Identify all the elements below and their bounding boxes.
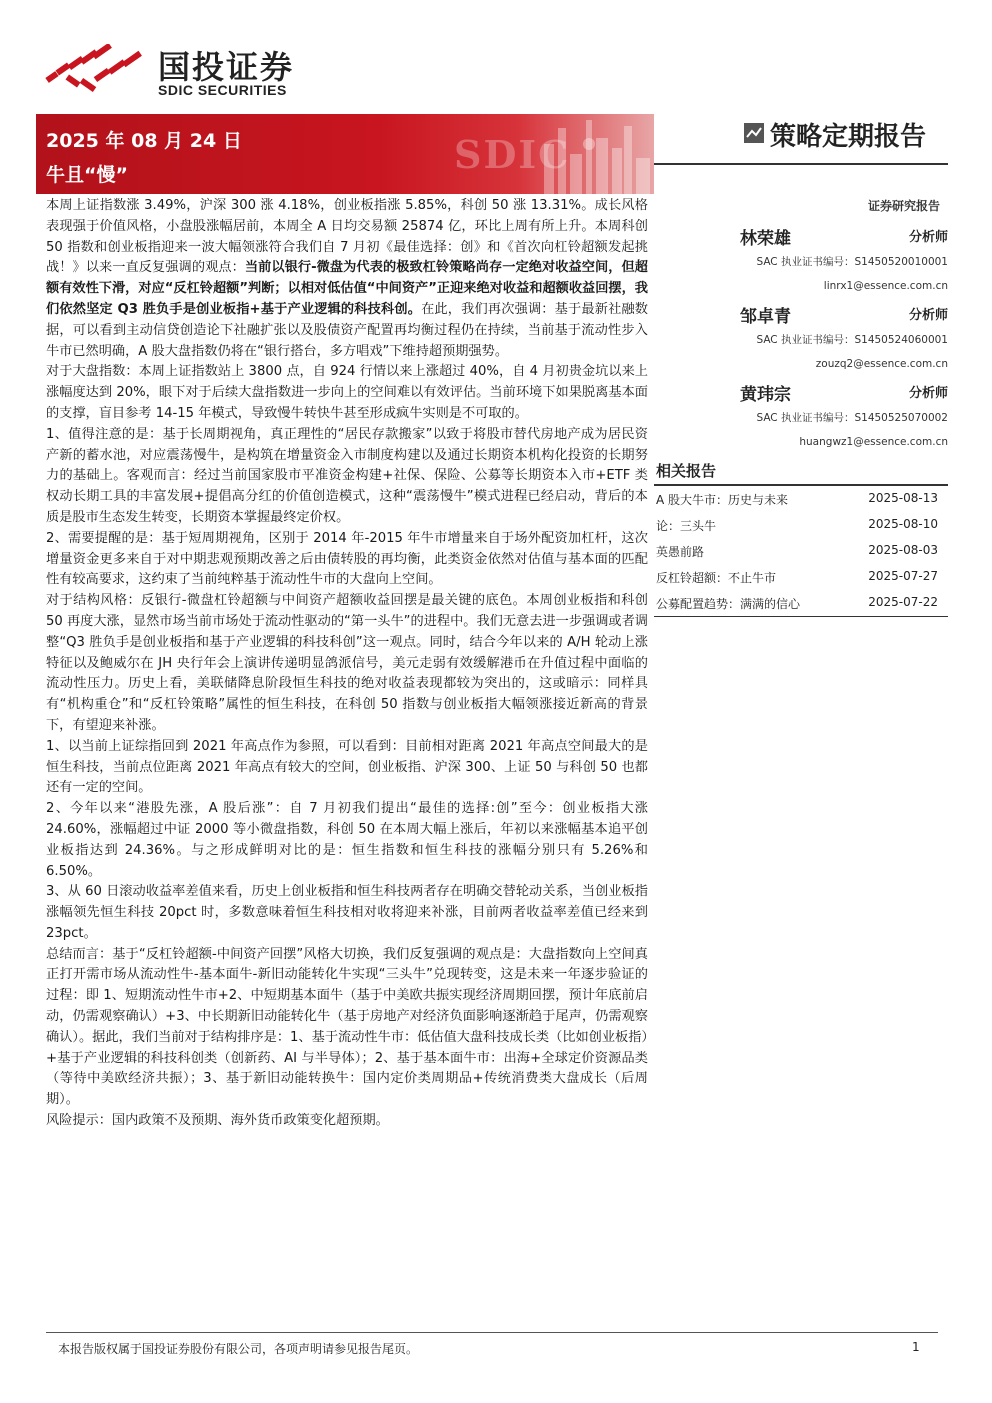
body-paragraph: 2、今年以来“港股先涨，A 股后涨”：自 7 月初我们提出“最佳的选择:创”至今：创业板指大涨 24.60%，涨幅超过中证 2000 等小微盘指数，科创 50 在本周大幅上涨后，年初以来涨幅基本追平创业板指达到 24.36%。与之形成鲜明对比的是：恒生指数和恒生科技的涨幅分别只有 5.26%和 6.50%。 bbox=[46, 801, 648, 879]
analyst-name: 林荣雄 bbox=[740, 229, 791, 249]
analyst-sac: SAC 执业证书编号：S1450524060001 bbox=[756, 334, 948, 346]
analyst-email[interactable]: linrx1@essence.com.cn bbox=[823, 280, 948, 292]
footer-disclaimer: 本报告版权属于国投证券股份有限公司，各项声明请参见报告尾页。 bbox=[58, 1342, 419, 1356]
body-text: 本周上证指数涨 3.49%，沪深 300 涨 4.18%，创业板指涨 5.85%，科创 50 涨 13.31%。成长风格表现强于价值风格，小盘股涨幅居前，本周全 A 日均交易额 25874 亿，环比上周有所上升。本周科创 50 指数和创业板指迎来一波大幅领涨符合我们自 7 月初《最佳选择：创》和《首次向杠铃超额发起挑战！》以来一直反复强调的观点： bbox=[46, 198, 648, 276]
body-paragraph: 对于大盘指数：本周上证指数站上 3800 点，自 924 行情以来上涨超过 40%，自 4 月初贵金坑以来上涨幅度达到 20%，眼下对于后续大盘指数进一步向上的空间难以有效评估。当前环境下如果脱离基本面的支撑，盲目参考 14-15 年模式，导致慢牛转快牛甚至形成疯牛实则是不可取的。 bbox=[46, 364, 648, 421]
analyst-role: 分析师 bbox=[908, 386, 948, 401]
related-reports-heading bbox=[654, 460, 948, 486]
analyst-sac: SAC 执业证书编号：S1450520010001 bbox=[756, 256, 948, 268]
divider bbox=[654, 163, 948, 165]
body-text: 在此，我们再次强调：基于最新社融数据，可以看到主动信贷创造论下社融扩张以及股债资产配置再均衡过程仍在持续，当前基于流动性步入牛市已然明确，A 股大盘指数仍将在“银行搭台，多方唱戏”下维持超预期强势。 bbox=[46, 301, 648, 359]
related-report-title: 公募配置趋势：满满的信心 bbox=[656, 597, 801, 611]
report-type-label: 策略定期报告 bbox=[770, 122, 927, 152]
analyst-name: 邹卓青 bbox=[740, 307, 791, 327]
analyst-name: 黄玮宗 bbox=[740, 385, 791, 405]
report-date: 2025 年 08 月 24 日 bbox=[46, 130, 242, 152]
page-number: 1 bbox=[912, 1340, 920, 1354]
analyst-role: 分析师 bbox=[908, 230, 948, 245]
chart-icon bbox=[744, 123, 764, 143]
related-report-item[interactable] bbox=[654, 512, 948, 538]
related-report-title: 反杠铃超额：不止牛市 bbox=[656, 571, 777, 585]
related-report-date: 2025-08-03 bbox=[868, 543, 938, 557]
related-report-title: A 股大牛市：历史与未来 bbox=[656, 493, 789, 507]
related-report-item[interactable] bbox=[654, 564, 948, 590]
logo-chinese-name: 国投证券 bbox=[158, 48, 295, 86]
report-title: 牛且“慢” bbox=[46, 164, 128, 186]
analyst-email[interactable]: huangwz1@essence.com.cn bbox=[799, 436, 948, 448]
related-report-item[interactable] bbox=[654, 486, 948, 512]
banner-watermark: SDIC bbox=[454, 132, 571, 177]
body-paragraph: 1、值得注意的是：基于长周期视角，真正理性的“居民存款搬家”以致于将股市替代房地产成为居民资产新的蓄水池，对应震荡慢牛，是构筑在增量资金入市制度构建以及通过长期资本机构化投资的长期努力的基础上。客观而言：经过当前国家股市平准资金构建+社保、保险、公募等长期资本入市+ETF 类权动长期工具的丰富发展+提倡高分红的价值创造模式，这种“震荡慢牛”模式进程已经启动，背后的本质是股市生态发生转变，长期资本掌握最终定价权。 bbox=[46, 426, 648, 525]
report-subtype: 证券研究报告 bbox=[867, 199, 940, 213]
related-report-item[interactable] bbox=[654, 538, 948, 564]
divider bbox=[654, 616, 948, 617]
body-paragraph: 总结而言：基于“反杠铃超额-中间资产回摆”风格大切换，我们反复强调的观点是：大盘指数向上空间真正打开需市场从流动性牛-基本面牛-新旧动能转化牛实现“三头牛”兑现转变，这是未来一年逐步验证的过程：即 1、短期流动性牛市+2、中短期基本面牛（基于中美欧共振实现经济周期回摆，预计年底前启动，仍需观察确认）+3、中长期新旧动能转化牛（基于房地产对经济负面影响逐渐趋于尾声，仍需观察确认）。据此，我们当前对于结构排序是：1、基于流动性牛市：低估值大盘科技成长类（比如创业板指）+基于产业逻辑的科技科创类（创新药、AI 与半导体）；2、基于基本面牛市：出海+全球定价资源品类（等待中美欧经济共振）；3、基于新旧动能转换牛：国内定价类周期品+传统消费类大盘成长（后周期）。 bbox=[46, 946, 648, 1108]
related-report-title: 论：三头牛 bbox=[656, 519, 717, 533]
risk-warning: 风险提示：国内政策不及预期、海外货币政策变化超预期。 bbox=[46, 1113, 389, 1129]
related-report-date: 2025-07-27 bbox=[868, 569, 938, 583]
analyst-role: 分析师 bbox=[908, 308, 948, 323]
related-report-date: 2025-08-10 bbox=[868, 517, 938, 531]
footer-divider bbox=[46, 1332, 938, 1333]
related-report-item[interactable] bbox=[654, 590, 948, 616]
logo-english-name: SDIC SECURITIES bbox=[158, 82, 287, 98]
analyst-sac: SAC 执业证书编号：S1450525070002 bbox=[756, 412, 948, 424]
body-paragraph: 3、从 60 日滚动收益率差值来看，历史上创业板指和恒生科技两者存在明确交替轮动关系，当创业板指涨幅领先恒生科技 20pct 时，多数意味着恒生科技相对收将迎来补涨，目前两者收益率差值已经来到 23pct。 bbox=[46, 884, 648, 941]
related-reports-list bbox=[654, 486, 948, 616]
report-body bbox=[46, 196, 648, 1132]
related-report-title: 英愚前路 bbox=[656, 545, 705, 559]
related-report-date: 2025-07-22 bbox=[868, 595, 938, 609]
sdic-logo-icon bbox=[44, 44, 152, 96]
related-reports-title: 相关报告 bbox=[656, 462, 717, 480]
analyst-email[interactable]: zouzq2@essence.com.cn bbox=[815, 358, 948, 370]
body-paragraph: 2、需要提醒的是：基于短周期视角，区别于 2014 年-2015 年牛市增量来自于场外配资加杠杆，这次增量资金更多来自于对中期悲观预期改善之后由债转股的再均衡，此类资金依然对估值与基本面的匹配性有较高要求，这约束了当前纯粹基于流动性牛市的大盘向上空间。 bbox=[46, 530, 648, 588]
body-paragraph: 对于结构风格：反银行-微盘杠铃超额与中间资产超额收益回摆是最关键的底色。本周创业板指和科创 50 再度大涨，显然市场当前市场处于流动性驱动的“第一头牛”的进程中。我们无意去进一步强调或者调整“Q3 胜负手是创业板指和基于产业逻辑的科技科创”这一观点。同时，结合今年以来的 A/H 轮动上涨特征以及鲍威尔在 JH 央行年会上演讲传递明显鸽派信号，美元走弱有效缓解港币在升值过程中面临的流动性压力。历史上看，美联储降息阶段恒生科技的绝对收益表现都较为突出的，这或暗示：同样具有“机构重仓”和“反杠铃策略”属性的恒生科技，在科创 50 指数与创业板指大幅领涨接近新高的背景下，有望迎来补涨。 bbox=[46, 593, 648, 733]
key-view-text: 当前以银行-微盘为代表的极致杠铃策略尚存一定绝对收益空间，但超额有效性下滑，对应“反杠铃超额”判断；以相对低估值“中间资产”正迎来绝对收益和超额收益回摆，我们依然坚定 Q3 胜负手是创业板指+基于产业逻辑的科技科创。 bbox=[46, 260, 648, 317]
related-report-date: 2025-08-13 bbox=[868, 491, 938, 505]
body-paragraph bbox=[46, 196, 648, 362]
body-paragraph: 1、以当前上证综指回到 2021 年高点作为参照，可以看到：目前相对距离 2021 年高点空间最大的是恒生科技，当前点位距离 2021 年高点有较大的空间，创业板指、沪深 300、上证 50 与科创 50 也都还有一定的空间。 bbox=[46, 738, 648, 796]
report-banner bbox=[36, 114, 654, 194]
company-logo bbox=[44, 38, 324, 102]
